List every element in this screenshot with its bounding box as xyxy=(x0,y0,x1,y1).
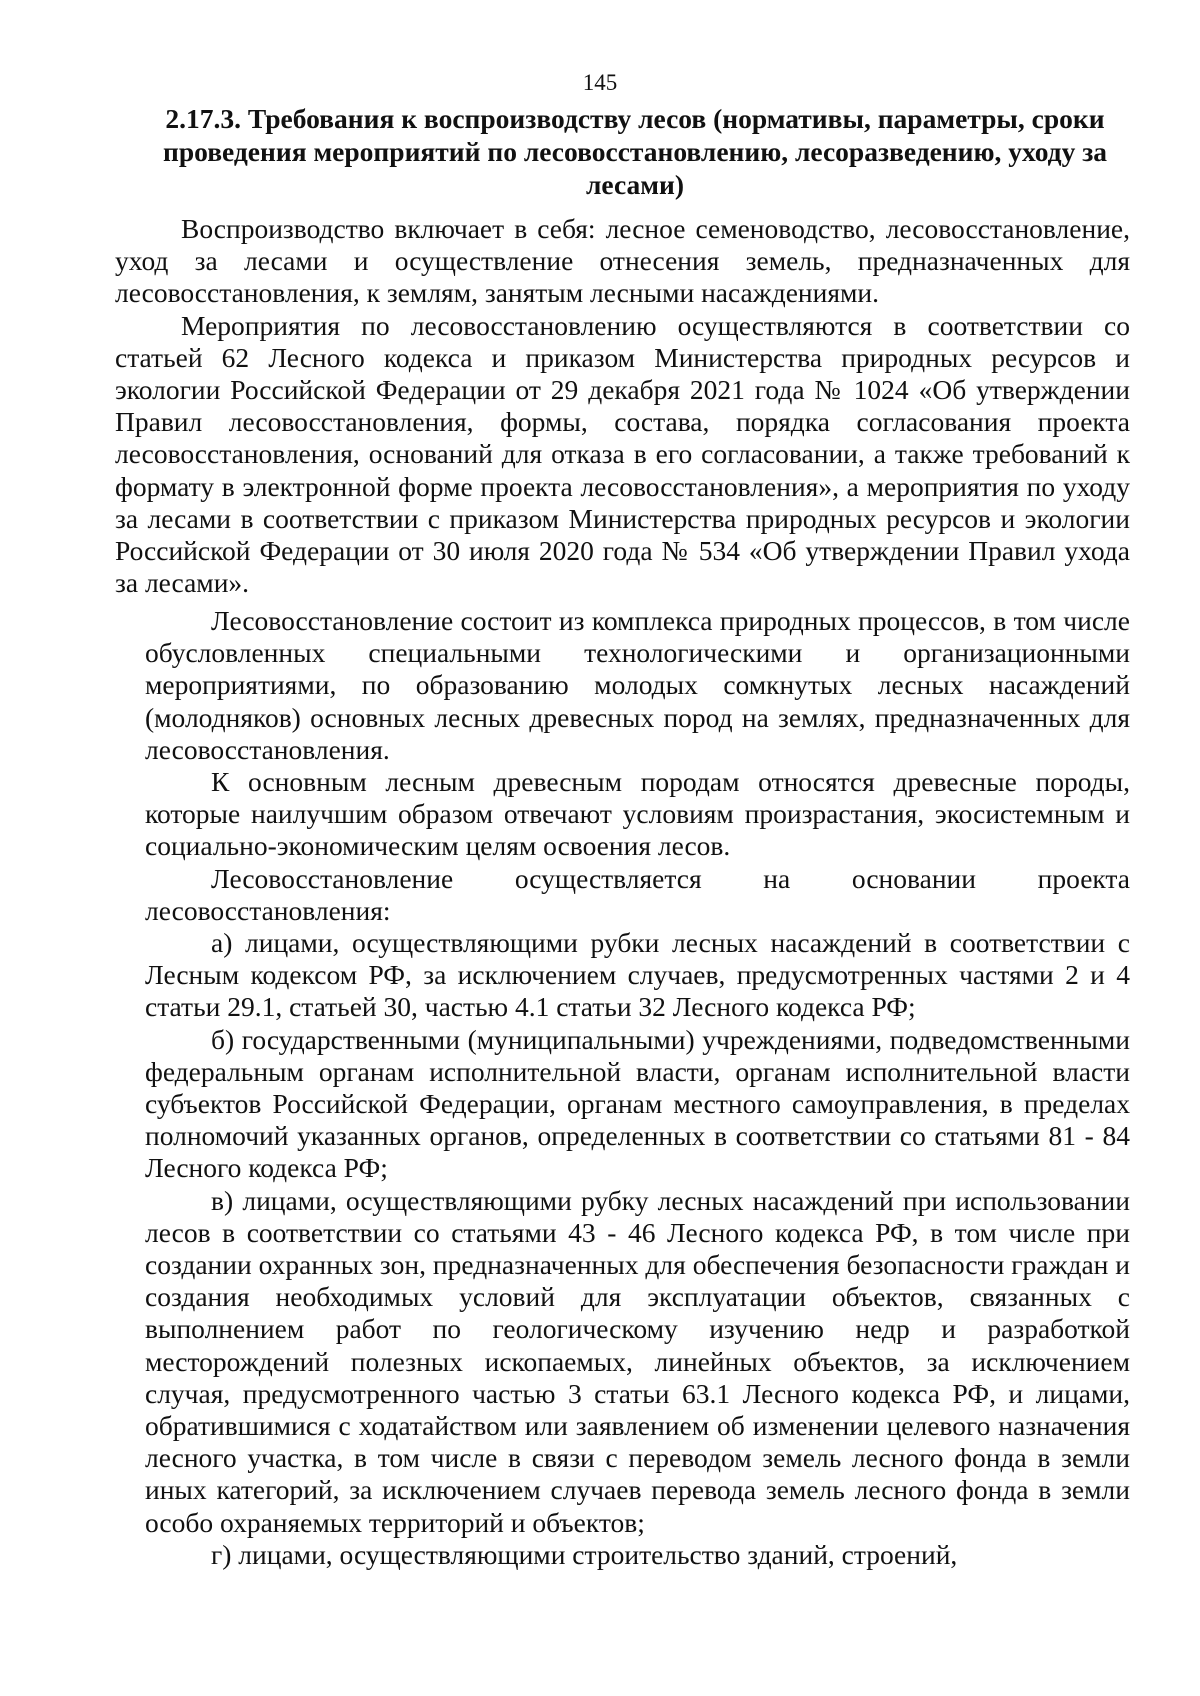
list-item-b: б) государственными (муниципальными) учреждениями, подведомственными федеральным органам исполнительной власти, органам исполнительной власти субъектов Российской Федерации, органам местного самоуправления, в пределах полномочий указанных органов, определенных в соответствии со статьями 81 - 84 Лесного кодекса РФ; xyxy=(145,1023,1130,1184)
paragraph-project-basis: Лесовосстановление осуществляется на основании проекта лесовосстановления: xyxy=(145,862,1130,926)
list-item-v: в) лицами, осуществляющими рубку лесных насаждений при использовании лесов в соответствии со статьями 43 - 46 Лесного кодекса РФ, в том числе при создании охранных зон, предназначенных для обеспечения безопасности граждан и создания необходимых условий для эксплуатации объектов, связанных с выполнением работ по геологическому изучению недр и разработкой месторождений полезных ископаемых, линейных объектов, за исключением случая, предусмотренного частью 3 статьи 63.1 Лесного кодекса РФ, и лицами, обратившимися с ходатайством или заявлением об изменении целевого назначения лесного участка, в том числе в связи с переводом земель лесного фонда в земли иных категорий, за исключением случаев перевода земель лесного фонда в земли особо охраняемых территорий и объектов; xyxy=(145,1184,1130,1538)
text-block-intro xyxy=(115,213,1130,599)
section-heading: 2.17.3. Требования к воспроизводству лесов (нормативы, параметры, сроки проведения мероприятий по лесовосстановлению, лесоразведению, уходу за лесами) xyxy=(162,103,1108,200)
page-number: 145 xyxy=(582,70,618,95)
paragraph-reproduction: Воспроизводство включает в себя: лесное семеноводство, лесовосстановление, уход за лесами и осуществление отнесения земель, предназначенных для лесовосстановления, к землям, занятым лесными насаждениями. xyxy=(115,213,1130,309)
text-block-reforestation xyxy=(145,605,1130,1571)
list-item-a: а) лицами, осуществляющими рубки лесных насаждений в соответствии с Лесным кодексом РФ, за исключением случаев, предусмотренных частями 2 и 4 статьи 29.1, статьей 30, частью 4.1 статьи 32 Лесного кодекса РФ; xyxy=(145,927,1130,1023)
list-item-g: г) лицами, осуществляющими строительство зданий, строений, xyxy=(211,1538,958,1570)
paragraph-reforestation-measures: Мероприятия по лесовосстановлению осуществляются в соответствии со статьей 62 Лесного кодекса и приказом Министерства природных ресурсов и экологии Российской Федерации от 29 декабря 2021 года № 1024 «Об утверждении Правил лесовосстановления, формы, состава, порядка согласования проекта лесовосстановления, оснований для отказа в его согласовании, а также требований к формату в электронной форме проекта лесовосстановления», а мероприятия по уходу за лесами в соответствии с приказом Министерства природных ресурсов и экологии Российской Федерации от 30 июля 2020 года № 534 «Об утверждении Правил ухода за лесами». xyxy=(115,309,1130,599)
paragraph-main-species: К основным лесным древесным породам относятся древесные породы, которые наилучшим образом отвечают условиям произрастания, экосистемным и социально-экономическим целям освоения лесов. xyxy=(145,766,1130,862)
paragraph-reforestation-definition: Лесовосстановление состоит из комплекса природных процессов, в том числе обусловленных специальными технологическими и организационными мероприятиями, по образованию молодых сомкнутых лесных насаждений (молодняков) основных лесных древесных пород на землях, предназначенных для лесовосстановления. xyxy=(145,605,1130,765)
